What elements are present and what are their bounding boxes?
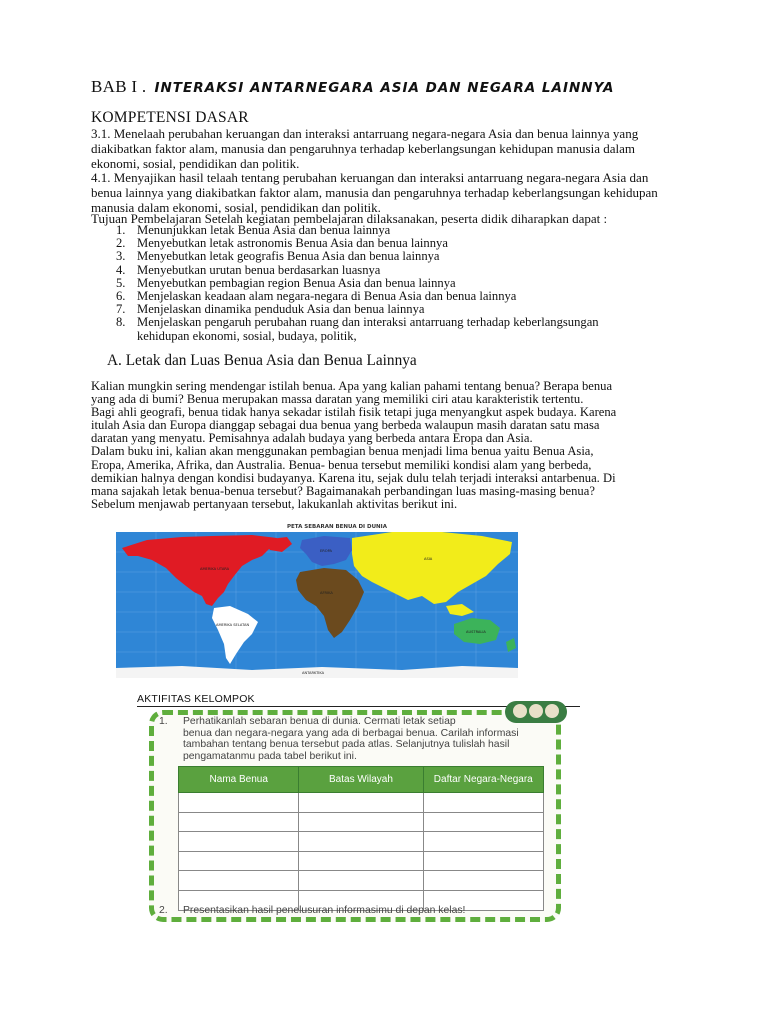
table-row	[179, 832, 544, 852]
activity-label: AKTIFITAS KELOMPOK	[137, 693, 255, 705]
world-map	[102, 520, 532, 680]
table-cell[interactable]	[179, 851, 299, 871]
table-row	[179, 871, 544, 891]
activity-item-2: 2. Presentasikan hasil penelusuran informasimu di depan kelas!	[159, 905, 466, 916]
table-row	[179, 851, 544, 871]
table-cell[interactable]	[299, 851, 423, 871]
table-cell[interactable]	[179, 871, 299, 891]
tujuan-pembelajaran: Tujuan Pembelajaran Setelah kegiatan pembelajaran dilaksanakan, peserta didik diharapkan dapat :	[91, 211, 608, 226]
table-cell[interactable]	[299, 871, 423, 891]
chapter-heading: INTERAKSI ANTARNEGARA ASIA DAN NEGARA LAINNYA	[154, 80, 615, 96]
table-header: Batas Wilayah	[299, 767, 423, 793]
list-item: 7. Menjelaskan dinamika penduduk Asia dan benua lainnya	[116, 302, 425, 317]
label-north-america: AMERIKA UTARA	[200, 567, 230, 571]
section-a-body: Kalian mungkin sering mendengar istilah benua. Apa yang kalian pahami tentang benua? Berapa benua yang ada di bumi? Benua merupakan massa daratan yang memiliki ciri atau karakteristik tertentu. Bagi ahli geografi, benua tidak hanya sekadar istilah fisik tetapi juga menyangkut aspek budaya. Karena itulah Asia dan Europa dianggap sebagai dua benua yang berbeda walaupun masih daratan satu masa daratan yang menyatu. Pemisahnya adalah budaya yang berbeda antara Eropa dan Asia. Dalam buku ini, kalian akan menggunakan pembagian benua menjadi lima benua yaitu Benua Asia, Eropa, Amerika, Afrika, dan Australia. Benua- benua tersebut memiliki kondisi alam yang berbeda, demikian halnya dengan kondisi budayanya. Karena itu, sejak dulu telah terjadi interaksi antarbenua. Di mana sajakah letak benua-benua tersebut? Bagaimanakah perbandingan luas masing-masing benua? Sebelum menjawab pertanyaan tersebut, lakukanlah aktivitas berikut ini.	[91, 379, 617, 511]
list-item: 8. Menjelaskan pengaruh perubahan ruang dan interaksi antarruang terhadap keberlangsungan kehidupan ekonomi, sosial, budaya, politik,	[116, 315, 599, 343]
table-header: Daftar Negara-Negara	[423, 767, 543, 793]
list-item: 4. Menyebutkan urutan benua berdasarkan luasnya	[116, 262, 381, 277]
table-cell[interactable]	[179, 832, 299, 852]
map-title: PETA SEBARAN BENUA DI DUNIA	[287, 524, 387, 530]
section-a-title: A. Letak dan Luas Benua Asia dan Benua Lainnya	[107, 352, 417, 369]
label-asia: ASIA	[424, 557, 433, 561]
chapter-number: BAB I .	[91, 77, 147, 96]
table-cell[interactable]	[423, 851, 543, 871]
table-row	[179, 793, 544, 813]
table-cell[interactable]	[423, 793, 543, 813]
table-cell[interactable]	[423, 832, 543, 852]
table-cell[interactable]	[299, 812, 423, 832]
label-europe: EROPA	[320, 549, 332, 553]
table-header: Nama Benua	[179, 767, 299, 793]
list-item: 2. Menyebutkan letak astronomis Benua Asia dan benua lainnya	[116, 236, 448, 251]
label-australia: AUSTRALIA	[466, 630, 486, 634]
table-cell[interactable]	[423, 812, 543, 832]
kd-3-1: 3.1. Menelaah perubahan keruangan dan interaksi antarruang negara-negara Asia dan benua lainnya yang diakibatkan faktor alam, manusia dan pengaruhnya terhadap keberlangsungan kehidupan manusia dalam ekonomi, sosial, pendidikan dan politik.	[91, 126, 639, 172]
chapter-title	[91, 77, 615, 97]
label-africa: AFRIKA	[320, 591, 333, 595]
table-row	[179, 812, 544, 832]
activity-table	[178, 766, 544, 911]
table-cell[interactable]	[179, 812, 299, 832]
goals-list	[116, 224, 636, 343]
kompetensi-title: KOMPETENSI DASAR	[91, 109, 249, 126]
table-cell[interactable]	[299, 832, 423, 852]
list-item: 6. Menjelaskan keadaan alam negara-negara di Benua Asia dan benua lainnya	[116, 289, 517, 304]
table-cell[interactable]	[299, 793, 423, 813]
table-cell[interactable]	[179, 793, 299, 813]
kd-4-1: 4.1. Menyajikan hasil telaah tentang perubahan keruangan dan interaksi antarruang negara-negara Asia dan benua lainnya yang diakibatkan faktor alam, manusia dan pengaruhnya terhadap keberlangsungan kehidupan manusia dalam ekonomi, sosial, pendidikan dan politik.	[91, 170, 658, 216]
activity-item-1: 1. Perhatikanlah sebaran benua di dunia. Cermati letak setiap benua dan negara-negara yang ada di berbagai benua. Carilah informasi tambahan tentang benua tersebut pada atlas. Selanjutnya tulislah hasil pengamatanmu pada tabel berikut ini.	[159, 716, 519, 762]
list-item: 3. Menyebutkan letak geografis Benua Asia dan benua lainnya	[116, 249, 440, 264]
label-antarctica: ANTARKTIKA	[302, 671, 325, 675]
label-south-america: AMERIKA SELATAN	[216, 623, 250, 627]
list-item: 5. Menyebutkan pembagian region Benua Asia dan benua lainnya	[116, 275, 456, 290]
list-item: 1. Menunjukkan letak Benua Asia dan benua lainnya	[116, 223, 391, 237]
table-cell[interactable]	[423, 871, 543, 891]
